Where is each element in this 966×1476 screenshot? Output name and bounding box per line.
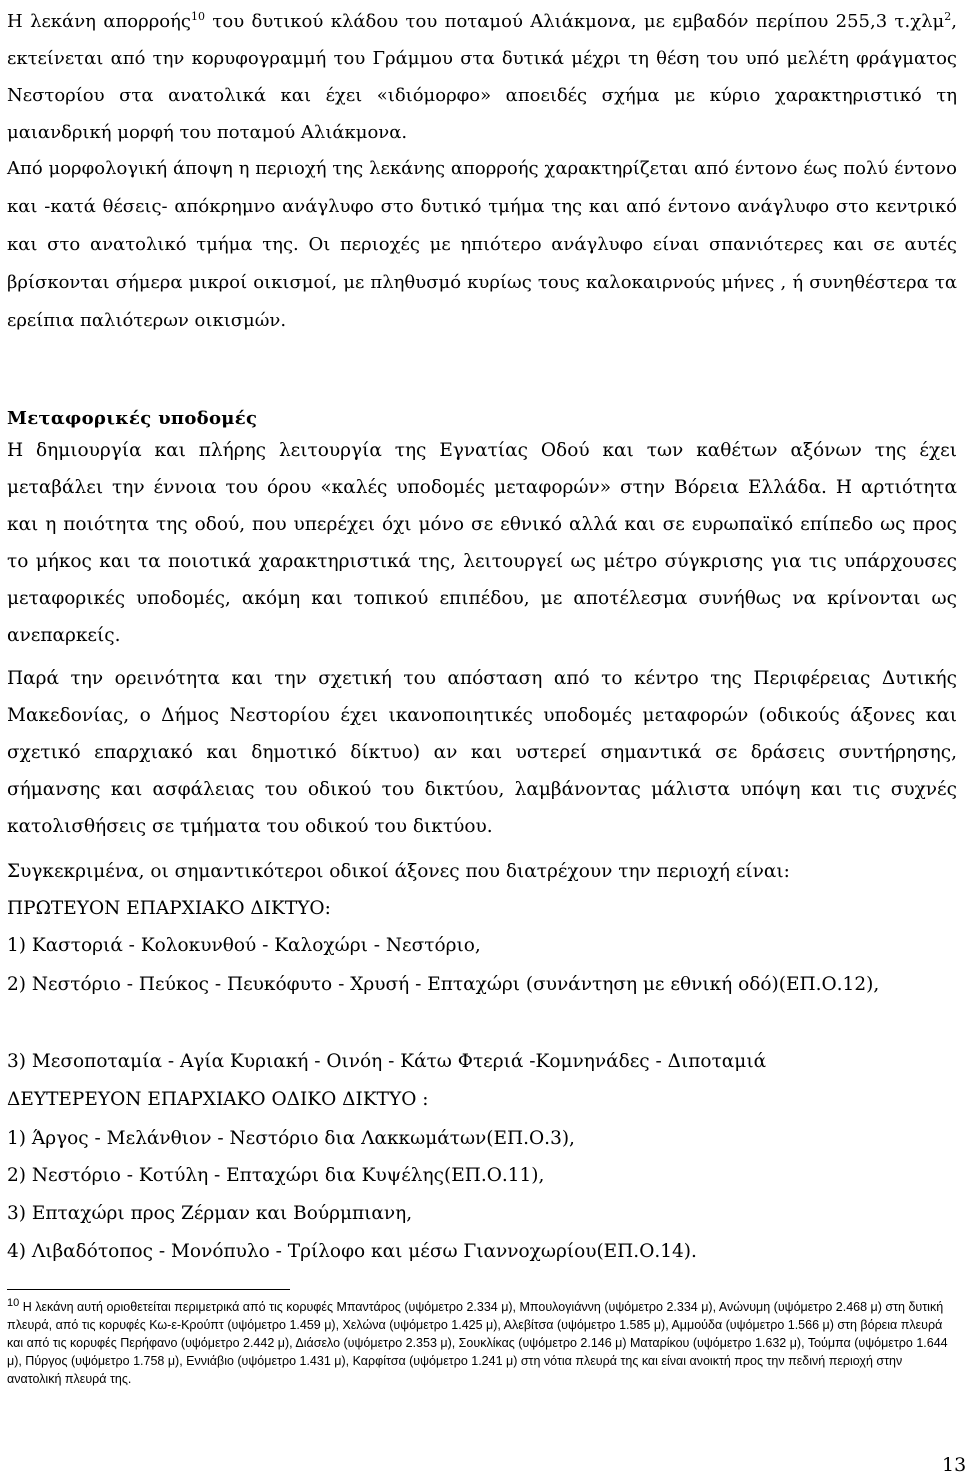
paragraph-river-basin bbox=[7, 3, 957, 151]
footnote-divider bbox=[7, 1289, 290, 1290]
list-item: 1) Άργος - Μελάνθιον - Νεστόριο δια Λακκωμάτων(ΕΠ.Ο.3), bbox=[7, 1128, 575, 1149]
paragraph-municipality: Παρά την ορεινότητα και την σχετική του απόσταση από το κέντρο της Περιφέρειας Δυτικής Μακεδονίας, ο Δήμος Νεστορίου έχει ικανοποιητικές υποδομές μεταφορών (οδικούς άξονες και σχετικό επαρχιακό και δημοτικό δίκτυο) αν και υστερεί σημαντικά σε δράσεις συντήρησης, σήμανσης και ασφάλειας του οδικού του δικτύου, λαμβάνοντας μάλιστα υπόψη και τις συχνές κατολισθήσεις σε τμήματα του οδικού του δικτύου. bbox=[7, 668, 957, 837]
paragraph-egnatia: Η δημιουργία και πλήρης λειτουργία της Εγνατίας Οδού και των καθέτων αξόνων της έχει μεταβάλει την έννοια του όρου «καλές υποδομές μεταφορών» στην Βόρεια Ελλάδα. Η αρτιότητα και η ποιότητα της οδού, που υπερέχει όχι μόνο σε εθνικό αλλά και σε ευρωπαϊκό επίπεδο ως προς το μήκος και τα ποιοτικά χαρακτηριστικά της, λειτουργεί ως μέτρο σύγκρισης για τις υπάρχουσες μεταφορικές υποδομές, ακόμη και τοπικού επιπέδου, με αποτέλεσμα συνήθως να κρίνονται ως ανεπαρκείς. bbox=[7, 440, 957, 646]
secondary-network-title: ΔΕΥΤΕΡΕΥΟΝ ΕΠΑΡΧΙΑΚΟ ΟΔΙΚΟ ΔΙΚΤΥΟ : bbox=[7, 1089, 429, 1110]
footnote bbox=[7, 1298, 953, 1388]
paragraph-text: , εκτείνεται από την κορυφογραμμή του Γράμμου στα δυτικά μέχρι τη θέση του υπό μελέτη φράγματος Νεστορίου στα ανατολικά και έχει «ιδιόμορφο» αποειδές σχήμα με κύριο χαρακτηριστικό τη μαιανδρική μορφή του ποταμού Αλιάκμονα. bbox=[7, 11, 957, 143]
footnote-marker: 10 bbox=[7, 1296, 20, 1309]
footnote-reference[interactable]: 10 bbox=[191, 10, 206, 23]
section-heading: Μεταφορικές υποδομές bbox=[7, 408, 258, 429]
paragraph-road-axes-intro: Συγκεκριμένα, οι σημαντικότεροι οδικοί άξονες που διατρέχουν την περιοχή είναι: bbox=[7, 861, 790, 882]
list-item: 2) Νεστόριο - Πεύκος - Πευκόφυτο - Χρυσή - Επταχώρι (συνάντηση με εθνική οδό)(ΕΠ.Ο.12), bbox=[7, 974, 880, 995]
paragraph-morphology: Από μορφολογική άποψη η περιοχή της λεκάνης απορροής χαρακτηρίζεται από έντονο έως πολύ έντονο και -κατά θέσεις- απόκρημνο ανάγλυφο στο δυτικό τμήμα της και από έντονο ανάγλυφο στο κεντρικό και στο ανατολικό τμήμα της. Οι περιοχές με ηπιότερο ανάγλυφο είναι σπανιότερες και σε αυτές βρίσκονται σήμερα μικροί οικισμοί, με πληθυσμό κυρίως τους καλοκαιρνούς μήνες , ή συνηθέστερα τα ερείπια παλιότερων οικισμών. bbox=[7, 158, 957, 331]
paragraph-text: Η λεκάνη απορροής bbox=[7, 11, 192, 32]
page-number: 13 bbox=[942, 1454, 966, 1476]
list-item: 1) Καστοριά - Κολοκυνθού - Καλοχώρι - Νεστόριο, bbox=[7, 935, 481, 956]
primary-network-title: ΠΡΩΤΕΥΟΝ ΕΠΑΡΧΙΑΚΟ ΔΙΚΤΥΟ: bbox=[7, 898, 331, 919]
list-item: 2) Νεστόριο - Κοτύλη - Επταχώρι δια Κυψέλης(ΕΠ.Ο.11), bbox=[7, 1165, 545, 1186]
list-item: 3) Επταχώρι προς Ζέρμαν και Βούρμπιανη, bbox=[7, 1203, 413, 1224]
superscript-exponent: 2 bbox=[944, 10, 952, 23]
list-item: 3) Μεσοποταμία - Αγία Κυριακή - Οινόη - Κάτω Φτεριά -Κομνηνάδες - Διποταμιά bbox=[7, 1051, 767, 1072]
footnote-text: Η λεκάνη αυτή οριοθετείται περιμετρικά από τις κορυφές Μπαντάρος (υψόμετρο 2.334 μ), Μπουλογιάννη (υψόμετρο 2.334 μ), Ανώνυμη (υψόμετρο 2.468 μ) στη δυτική πλευρά, από τις κορυφές Κω-ε-Κρούπτ (υψόμετρο 1.459 μ), Χελώνα (υψόμετρο 1.425 μ), Αλεβίτσα (υψόμετρο 1.585 μ), Αμμούδα (υψόμετρο 1.566 μ) στη βόρεια πλευρά και από τις κορυφές Περήφανο (υψόμετρο 2.442 μ), Διάσελο (υψόμετρο 2.353 μ), Σουκλίκας (υψόμετρο 2.146 μ) Mαταρίκου (υψόμετρο 1.632 μ), Τούμπα (υψόμετρο 1.644 μ), Πύργος (υψόμετρο 1.758 μ), Εννιάβιο (υψόμετρο 1.431 μ), Καρφίτσα (υψόμετρο 1.241 μ) στη νότια πλευρά της και είναι ανοικτή προς την πεδινή περιοχή στην ανατολική πλευρά της. bbox=[7, 1300, 948, 1386]
list-item: 4) Λιβαδότοπος - Μονόπυλο - Τρίλοφο και μέσω Γιαννοχωρίου(ΕΠ.Ο.14). bbox=[7, 1241, 697, 1262]
paragraph-text: του δυτικού κλάδου του ποταμού Αλιάκμονα, με εμβαδόν περίπου 255,3 τ.χλμ bbox=[205, 11, 945, 32]
